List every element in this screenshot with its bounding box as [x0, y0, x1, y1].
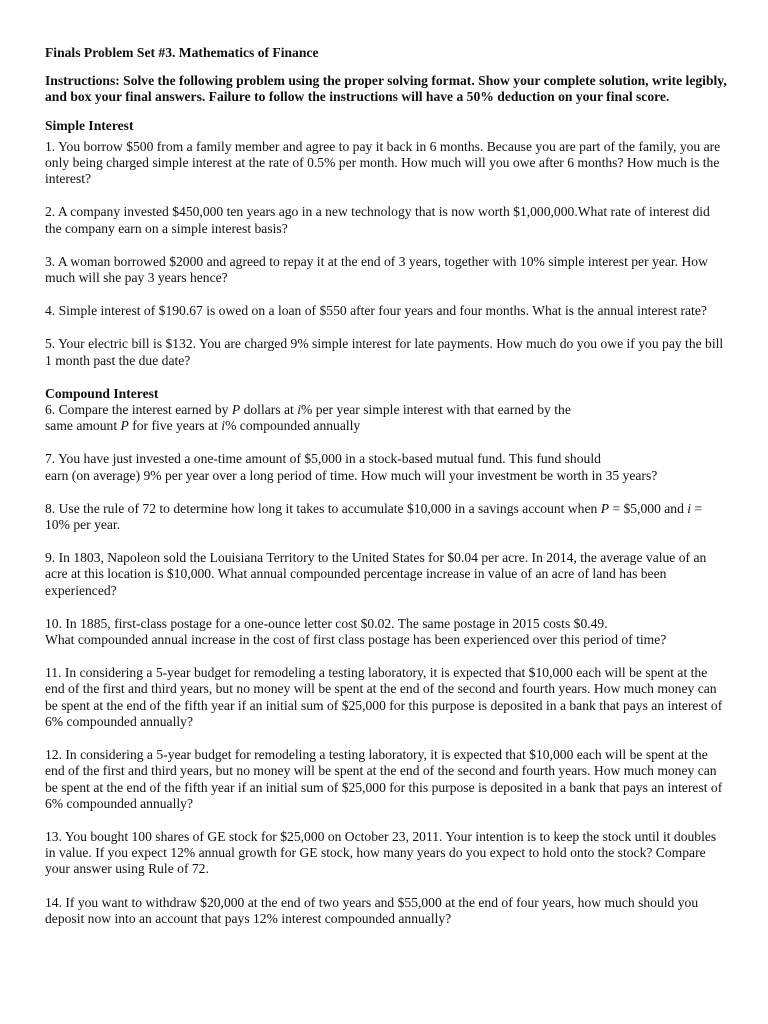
- variable-p: P: [231, 402, 241, 418]
- document-title: Finals Problem Set #3. Mathematics of Finance: [45, 45, 319, 60]
- problem-1: 1. You borrow $500 from a family member and agree to pay it back in 6 months. Because you are part of the family, you are only being charged simple interest at the rate of 0.5% per month. How much will you owe after 6 months? How much is the interest?: [45, 138, 721, 187]
- problem-7: [45, 451, 728, 483]
- problem-10-line-2: What compounded annual increase in the cost of first class postage has been experienced over this period of time?: [45, 632, 667, 648]
- problem-6-line-1: 6. Compare the interest earned by P dollars at i% per year simple interest with that earned by the: [45, 402, 571, 418]
- problem-5: 5. Your electric bill is $132. You are charged 9% simple interest for late payments. How much do you owe if you pay the bill 1 month past the due date?: [45, 336, 724, 368]
- problem-4: 4. Simple interest of $190.67 is owed on a loan of $550 after four years and four months. What is the annual interest rate?: [45, 303, 707, 319]
- problem-14: 14. If you want to withdraw $20,000 at the end of two years and $55,000 at the end of four years, how much should you deposit now into an account that pays 12% interest compounded annually?: [45, 894, 699, 926]
- problem-7-line-1: 7. You have just invested a one-time amount of $5,000 in a stock-based mutual fund. This fund should: [45, 451, 601, 467]
- problem-8: 8. Use the rule of 72 to determine how long it takes to accumulate $10,000 in a savings account when P = $5,000 and i = 10% per year.: [45, 500, 703, 533]
- variable-p: P: [120, 418, 129, 434]
- instructions-paragraph: Instructions: Solve the following problem using the proper solving format. Show your complete solution, write legibly, and box your final answers. Failure to follow the instructions will have a 50% deduction on your final score.: [45, 73, 727, 105]
- problem-3: 3. A woman borrowed $2000 and agreed to repay it at the end of 3 years, together with 10% simple interest per year. How much will she pay 3 years hence?: [45, 253, 708, 286]
- section-heading-simple-interest: Simple Interest: [45, 117, 134, 133]
- problem-10: [45, 616, 728, 648]
- problem-6: [45, 402, 728, 434]
- problem-2: 2. A company invested $450,000 ten years ago in a new technology that is now worth $1,000,000.What rate of interest did the company earn on a simple interest basis?: [45, 204, 710, 236]
- problem-10-line-1: 10. In 1885, first-class postage for a one-ounce letter cost $0.02. The same postage in 2015 costs $0.49.: [45, 615, 608, 631]
- variable-i: i: [297, 402, 301, 418]
- problem-11: 11. In considering a 5-year budget for remodeling a testing laboratory, it is expected that $10,000 each will be spent at the end of the first and third years, but no money will be spent at the end of the second and fourth years. How much money can be spent at the end of the fifth year if an initial sum of $25,000 for this purpose is deposited in a bank that pays an interest of 6% compounded annually?: [45, 665, 723, 729]
- problem-9: 9. In 1803, Napoleon sold the Louisiana Territory to the United States for $0.04 per acre. In 2014, the average value of an acre at this location is $10,000. What annual compounded percentage increase in value of an acre of land has been experienced?: [45, 550, 707, 598]
- problem-12: 12. In considering a 5-year budget for remodeling a testing laboratory, it is expected that $10,000 each will be spent at the end of the first and third years, but no money will be spent at the end of the second and fourth years. How much money can be spent at the end of the fifth year if an initial sum of $25,000 for this purpose is deposited in a bank that pays an interest of 6% compounded annually?: [45, 747, 723, 811]
- variable-i: i: [221, 418, 226, 434]
- variable-i: i: [687, 500, 692, 516]
- problem-6-line-2: same amount P for five years at i% compounded annually: [45, 418, 361, 434]
- problem-13: 13. You bought 100 shares of GE stock for $25,000 on October 23, 2011. Your intention is to keep the stock until it doubles in value. If you expect 12% annual growth for GE stock, how many years do you expect to hold onto the stock? Compare your answer using Rule of 72.: [45, 828, 717, 877]
- variable-p: P: [600, 500, 610, 516]
- section-heading-compound-interest: Compound Interest: [45, 385, 159, 401]
- problem-7-line-2: earn (on average) 9% per year over a long period of time. How much will your investment be worth in 35 years?: [45, 467, 658, 483]
